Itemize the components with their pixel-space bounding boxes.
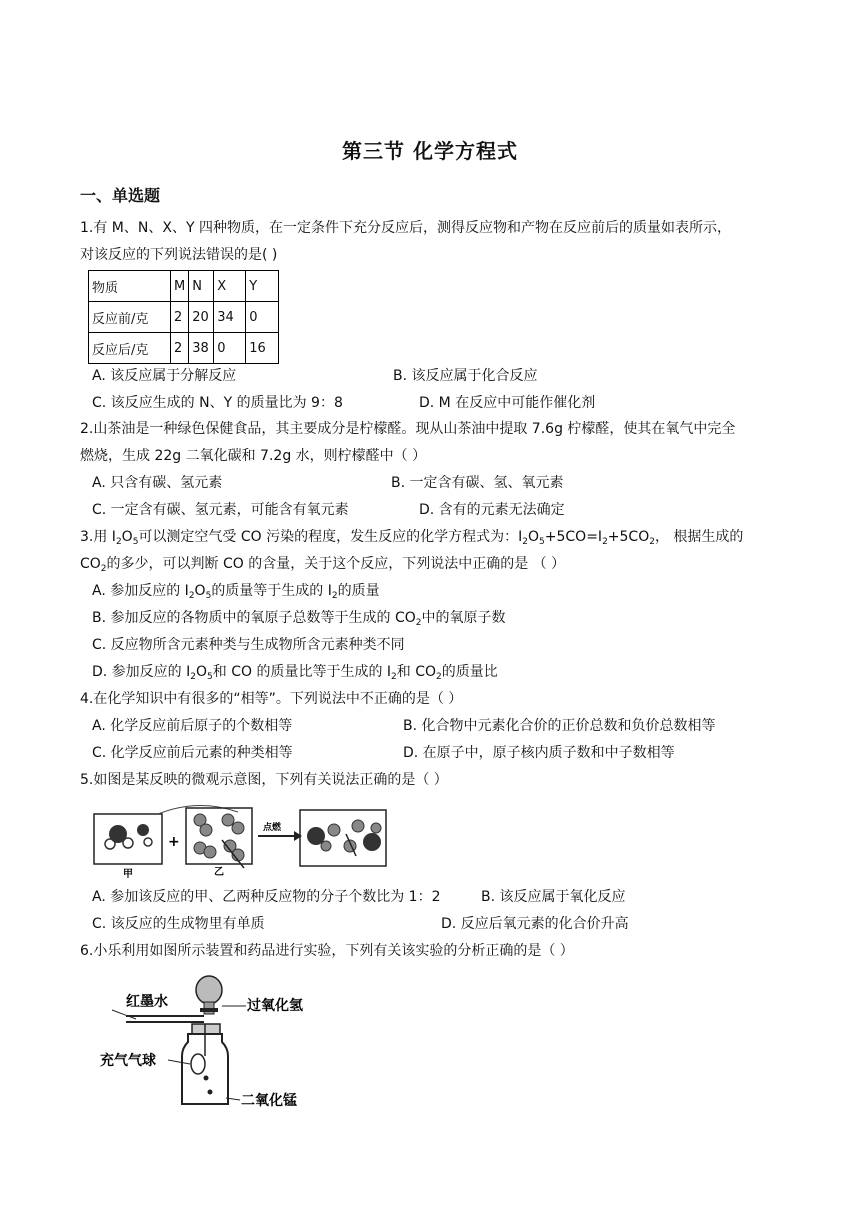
label-hydrogen-peroxide: 过氧化氢: [247, 998, 303, 1014]
page-title: 第三节 化学方程式: [342, 139, 518, 163]
atom-o: [204, 846, 216, 858]
table-cell: 2: [171, 333, 189, 364]
table-cell: 0: [214, 333, 246, 364]
label-jia: 甲: [123, 869, 133, 880]
q3-option-b[interactable]: B. 参加反应的各物质中的氧原子总数等于生成的 $CO_2$中的氧原子数: [92, 610, 506, 628]
table-cell: 反应前/克: [89, 302, 171, 333]
q2-option-d[interactable]: D. 含有的元素无法确定: [419, 502, 565, 518]
q4-option-c[interactable]: C. 化学反应前后元素的种类相等: [92, 745, 293, 761]
q2-option-c[interactable]: C. 一定含有碳、氢元素，可能含有氧元素: [92, 502, 349, 518]
q6-stem: 6.小乐利用如图所示装置和药品进行实验，下列有关该实验的分析正确的是（ ）: [80, 943, 574, 959]
q1-option-a[interactable]: A. 该反应属于分解反应: [92, 368, 237, 384]
q1-option-c[interactable]: C. 该反应生成的 N、Y 的质量比为 9：8: [92, 395, 343, 411]
q3-stem-line2: $CO_2$的多少，可以判断 CO 的含量，关于这个反应，下列说法中正确的是 （ ）: [80, 556, 566, 574]
table-row: [89, 333, 279, 364]
atom-large: [363, 833, 381, 851]
balloon: [191, 1054, 205, 1074]
q2-stem-line1: 2.山茶油是一种绿色保健食品，其主要成分是柠檬醛。现从山茶油中提取 7.6g 柠檬醛，使其在氧气中完全: [80, 421, 736, 437]
q5-option-a[interactable]: A. 参加该反应的甲、乙两种反应物的分子个数比为 1：2: [92, 889, 441, 905]
q5-molecular-diagram: [88, 800, 488, 880]
table-cell: 2: [171, 302, 189, 333]
funnel-bulb: [196, 976, 222, 1004]
q3-option-a[interactable]: A. 参加反应的 $I_2O_5$的质量等于生成的 $I_2$的质量: [92, 583, 380, 601]
q5-option-b[interactable]: B. 该反应属于氧化反应: [481, 889, 626, 905]
table-cell: Y: [246, 271, 279, 302]
connector-line: [158, 805, 238, 814]
arrow-head: [294, 831, 302, 841]
reactant-box-jia: [94, 814, 162, 864]
table-cell: N: [189, 271, 214, 302]
table-cell: 反应后/克: [89, 333, 171, 364]
q4-option-b[interactable]: B. 化合物中元素化合价的正价总数和负价总数相等: [403, 718, 716, 734]
atom-o: [328, 824, 340, 836]
plus-sign: +: [168, 834, 180, 850]
atom-o: [352, 820, 364, 832]
atom-large: [137, 824, 149, 836]
bubble: [208, 1090, 213, 1095]
q4-stem: 4.在化学知识中有很多的“相等”。下列说法中不正确的是（ ）: [80, 691, 463, 707]
q3-stem-line1: 3.用 $I_2O_5$可以测定空气受 CO 污染的程度，发生反应的化学方程式为：$I_2O_5+5CO=I_2+5CO_2$， 根据生成的: [80, 529, 744, 547]
table-cell: 34: [214, 302, 246, 333]
section-heading: 一、单选题: [80, 186, 161, 205]
label-manganese-dioxide: 二氧化锰: [241, 1093, 297, 1109]
q2-option-a[interactable]: A. 只含有碳、氢元素: [92, 475, 223, 491]
label-yi: 乙: [214, 867, 224, 878]
atom-small: [123, 838, 133, 848]
atom-o: [232, 822, 244, 834]
q3-option-d[interactable]: D. 参加反应的 $I_2O_5$和 CO 的质量比等于生成的 $I_2$和 $CO_2$的质量比: [92, 664, 498, 682]
table-row: [89, 302, 279, 333]
table-cell: X: [214, 271, 246, 302]
leader-line: [112, 1010, 136, 1019]
q2-stem-line2: 燃烧，生成 22g 二氧化碳和 7.2g 水，则柠檬醛中（ ）: [80, 448, 427, 464]
leader-line: [168, 1060, 190, 1064]
table-cell: 20: [189, 302, 214, 333]
q1-stem-line2: 对该反应的下列说法错误的是( ): [80, 247, 278, 263]
table-cell: 0: [246, 302, 279, 333]
atom-small: [105, 839, 115, 849]
q2-option-b[interactable]: B. 一定含有碳、氢、氧元素: [391, 475, 564, 491]
atom-o: [222, 814, 234, 826]
rubber-stopper: [192, 1024, 220, 1034]
atom-small: [144, 838, 152, 846]
atom-o: [371, 823, 381, 833]
table-cell: 物质: [89, 271, 171, 302]
q5-option-d[interactable]: D. 反应后氧元素的化合价升高: [441, 916, 629, 932]
q1-option-d[interactable]: D. M 在反应中可能作催化剂: [419, 395, 596, 411]
label-red-ink: 红墨水: [126, 994, 168, 1010]
label-balloon: 充气气球: [100, 1053, 156, 1069]
bubble: [204, 1076, 209, 1081]
q4-option-d[interactable]: D. 在原子中，原子核内质子数和中子数相等: [403, 745, 675, 761]
table-cell: 16: [246, 333, 279, 364]
q1-stem-line1: 1.有 M、N、X、Y 四种物质，在一定条件下充分反应后，测得反应物和产物在反应前后的质量如表所示，: [80, 220, 731, 236]
q5-option-c[interactable]: C. 该反应的生成物里有单质: [92, 916, 265, 932]
q1-mass-table: [88, 270, 279, 364]
atom-o: [200, 824, 212, 836]
q3-option-c[interactable]: C. 反应物所含元素种类与生成物所含元素种类不同: [92, 637, 405, 653]
condition-label: 点燃: [263, 823, 282, 833]
q1-option-b[interactable]: B. 该反应属于化合反应: [393, 368, 538, 384]
funnel-stopcock: [200, 1008, 218, 1012]
atom-o: [321, 841, 331, 851]
table-header-row: [89, 271, 279, 302]
q5-stem: 5.如图是某反映的微观示意图，下列有关说法正确的是（ ）: [80, 772, 448, 788]
table-cell: 38: [189, 333, 214, 364]
q6-apparatus-diagram: [96, 972, 346, 1112]
table-cell: M: [171, 271, 189, 302]
q4-option-a[interactable]: A. 化学反应前后原子的个数相等: [92, 718, 293, 734]
